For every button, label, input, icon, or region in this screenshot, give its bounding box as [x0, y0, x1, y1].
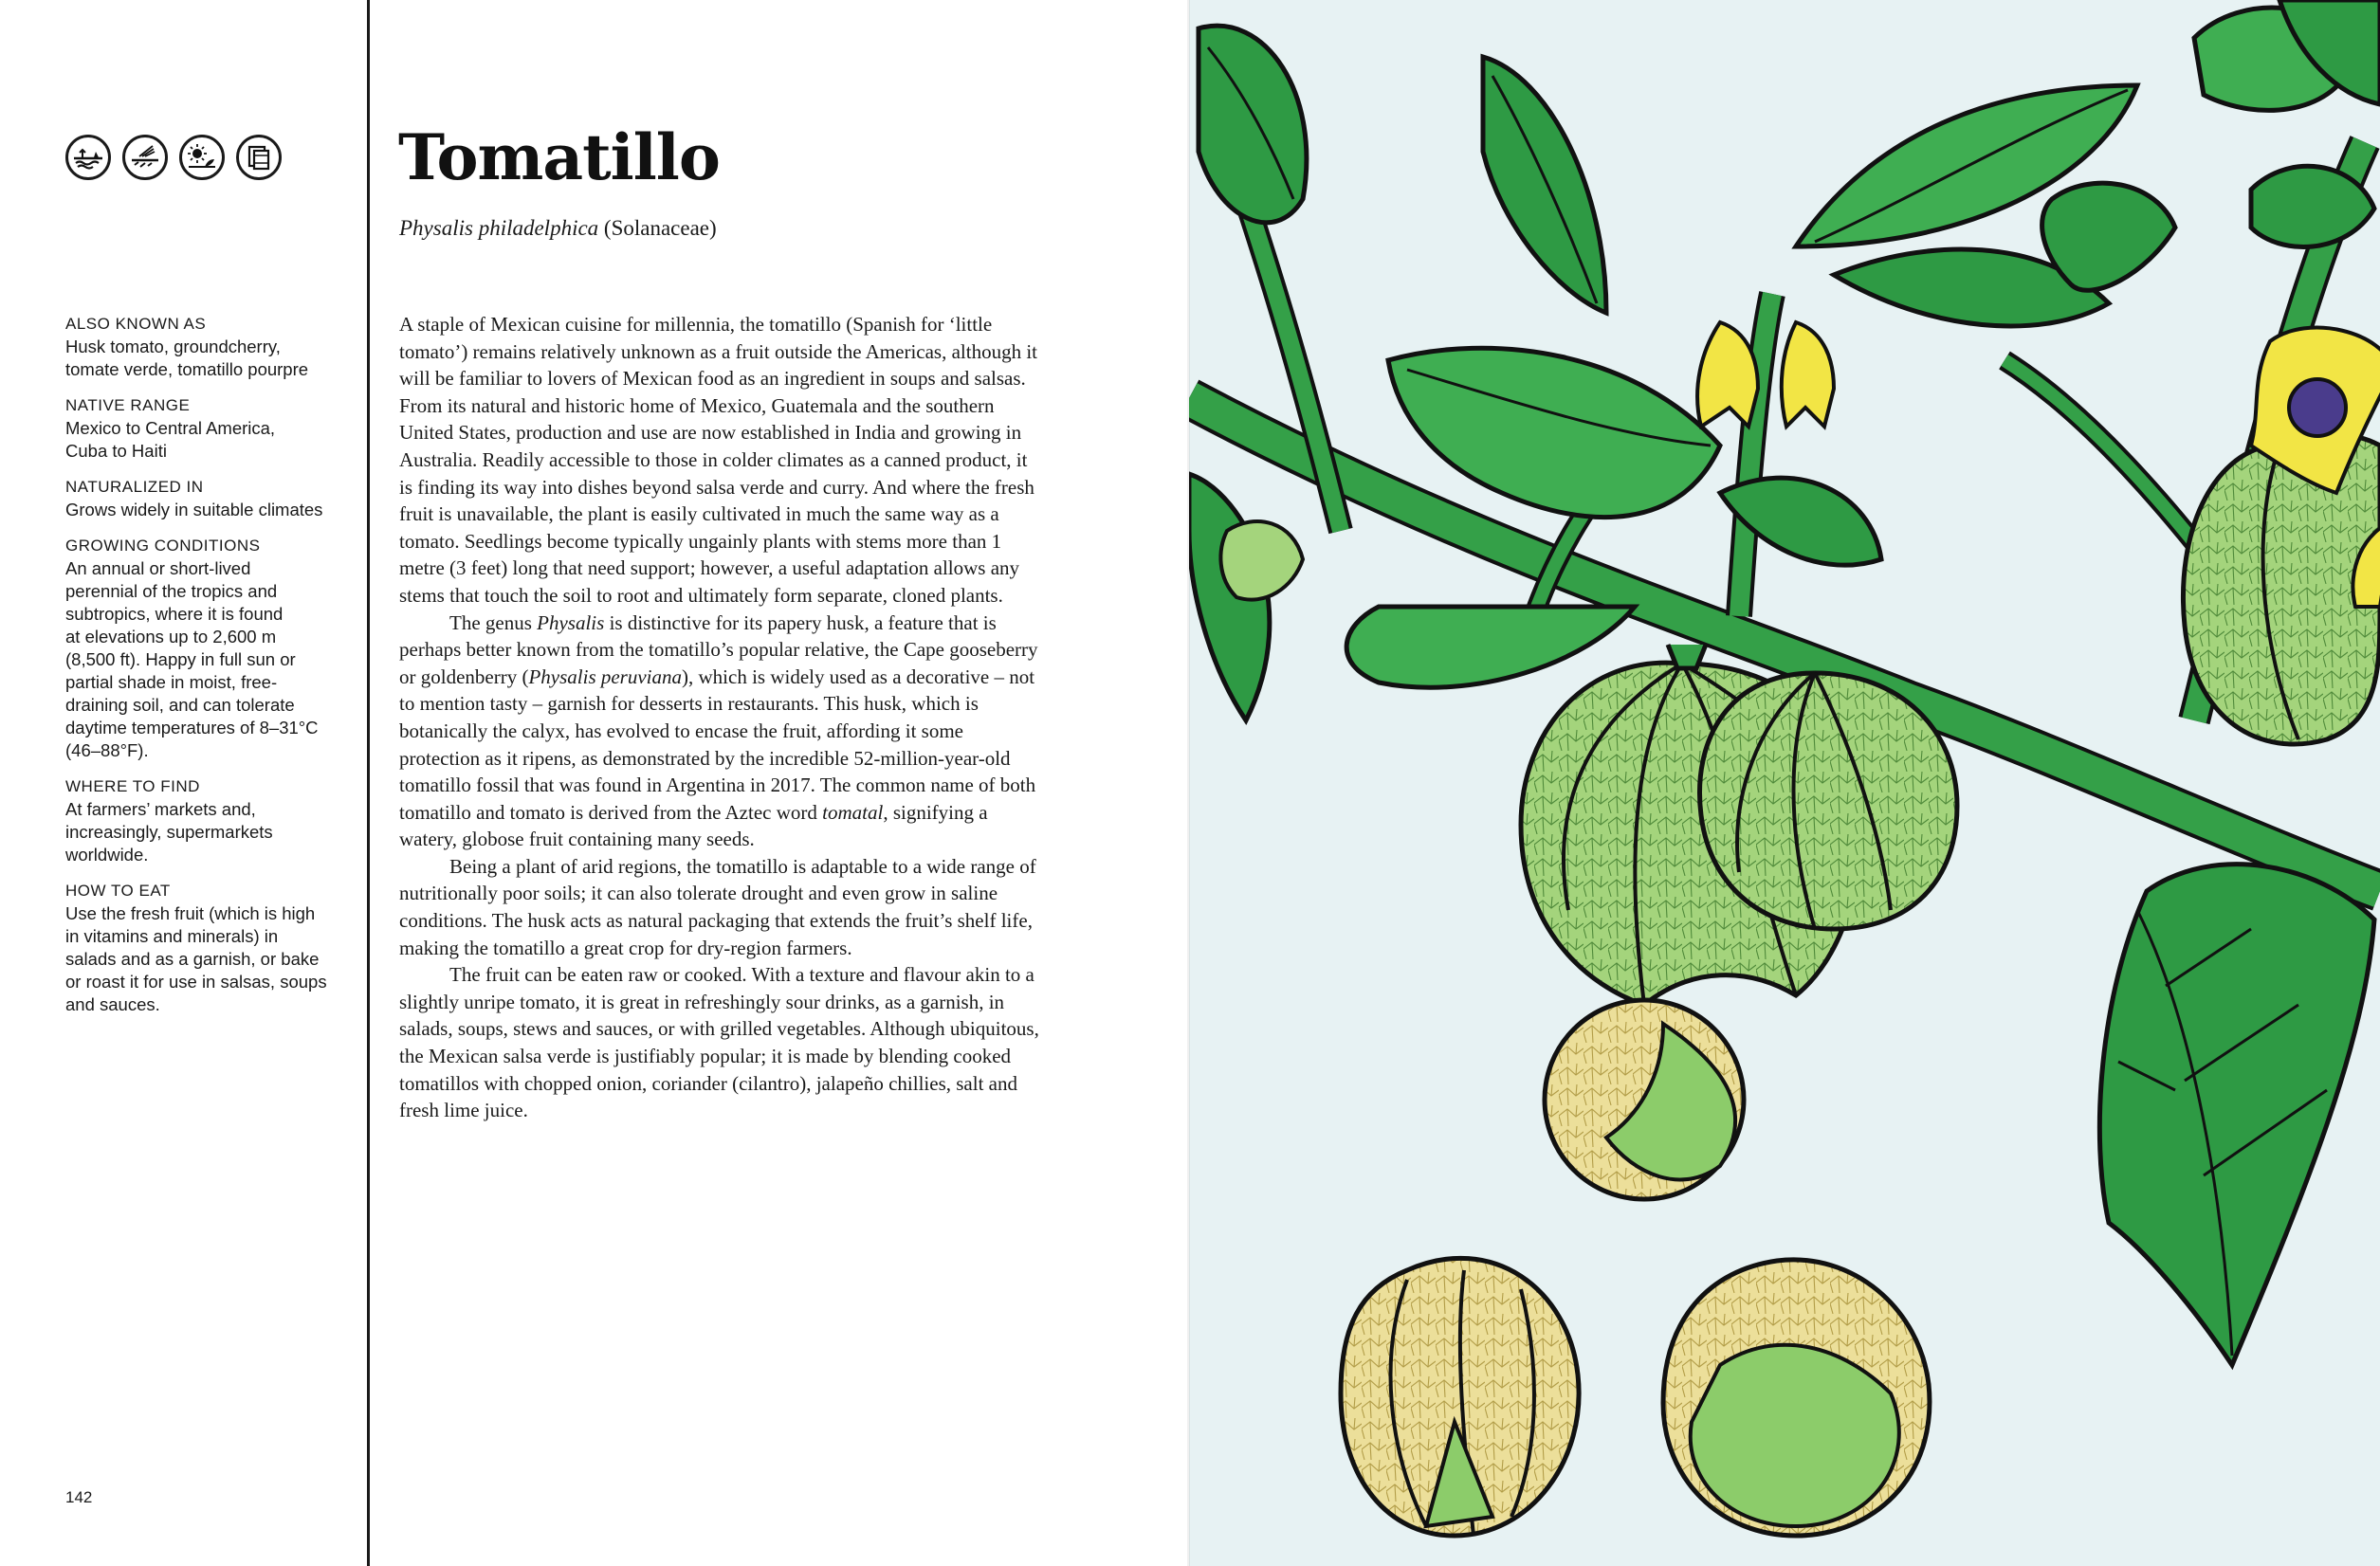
stacked-cans-icon: [236, 135, 282, 180]
illustration-svg: [1189, 0, 2380, 1566]
text-run: is distinctive for its papery husk, a feature that is perhaps better known from the tomatillo’s popular relative, the Cape gooseberry or goldenberry (: [399, 610, 1038, 688]
page-number: 142: [65, 1488, 93, 1506]
flower-bud: [1220, 521, 1303, 600]
fact-where-to-find: [65, 775, 350, 866]
fact-growing-conditions: [65, 535, 350, 762]
italic-term: Physalis peruviana: [528, 665, 683, 688]
text-page: [0, 0, 1189, 1566]
open-husk-top: [1545, 1000, 1744, 1199]
fact-text: Mexico to Central America, Cuba to Haiti: [65, 418, 276, 461]
text-run: ), which is widely used as a decorative – not to mention tasty – garnish for desserts in restaurants. This husk, which is botanically the calyx, has evolved to encase the fruit, affording it some protection as it ripens, as demonstrated by the incredible 52-million-year-old tomatillo fossil that was found in Argentina in 2017. The common name of both tomatillo and tomato is derived from the Aztec word: [399, 665, 1036, 824]
italic-term: Physalis: [537, 610, 605, 634]
fact-text: An annual or short-lived perennial of the tropics and subtropics, where it is found at elevations up to 2,600 m (8,500 ft). Happy in full sun or partial shade in moist, free- draining soil, and can tolerate daytime temperatures of 8–31°C (46–88°F).: [65, 558, 319, 760]
fact-heading: ALSO KNOWN AS: [65, 315, 207, 333]
fact-naturalized-in: [65, 476, 350, 521]
paragraph-1: A staple of Mexican cuisine for millennia, the tomatillo (Spanish for ‘little tomato’) remains relatively unknown as a fruit outside the Americas, although it will be familiar to lovers of Mexican food as an ingredient in soups and salsas. From its natural and historic home of Mexico, Guatemala and the southern United States, production and use are now established in India and growing in Australia. Readily accessible to those in colder climates as a canned product, it is finding its way into dishes beyond salsa verde and curry. And where the fresh fruit is unavailable, the plant is easily cultivated in much the same way as a tomato. Seedlings become typically ungainly plants with stems more than 1 metre (3 feet) long that need support; however, a useful adaptation allows any stems that touch the soil to root and ultimately form separate, cloned plants.: [399, 313, 1037, 607]
scientific-name: Physalis philadelphica: [399, 216, 599, 240]
leaf: [1483, 57, 1606, 313]
paragraph-2: [399, 610, 1044, 853]
fact-native-range: [65, 394, 350, 463]
sun-and-shade-icon: [179, 135, 225, 180]
paragraph-4: The fruit can be eaten raw or cooked. With a texture and flavour akin to a slightly unripe tomato, it is great in refreshingly sour drinks, as a garnish, in salads, soups, stews and sauces, or with grilled vegetables. Although ubiquitous, the Mexican salsa verde is justifiably popular; it is made by blending cooked tomatillos with chopped onion, coriander (cilantro), jalapeño chillies, salt and fresh lime juice.: [399, 963, 1039, 1122]
coastal-habitat-icon: [65, 135, 111, 180]
page-gutter: [1187, 0, 1190, 1566]
fact-heading: WHERE TO FIND: [65, 777, 200, 795]
sidebar-divider-rule: [367, 0, 370, 1566]
habitat-icon-row: [65, 135, 282, 188]
leaf: [1346, 607, 1635, 687]
fact-also-known-as: [65, 313, 350, 381]
flower: [1782, 322, 1834, 427]
fact-heading: NATIVE RANGE: [65, 396, 191, 414]
italic-term: tomatal: [822, 800, 884, 824]
paragraph-3: Being a plant of arid regions, the tomatillo is adaptable to a wide range of nutritionally poor soils; it can also tolerate drought and even grow in saline conditions. The husk acts as natural packaging that extends the fruit’s shelf life, making the tomatillo a great crop for dry-region farmers.: [399, 854, 1036, 959]
fact-sidebar: [65, 313, 350, 1029]
entry-title: Tomatillo: [398, 120, 720, 194]
open-husk-bottom-left: [1341, 1258, 1579, 1536]
article-body: [399, 311, 1044, 1124]
fact-heading: HOW TO EAT: [65, 882, 171, 900]
leaf: [2042, 183, 2175, 290]
fact-how-to-eat: [65, 880, 350, 1016]
fact-text: Grows widely in suitable climates: [65, 500, 323, 519]
text-run: , signifying a watery, globose fruit containing many seeds.: [399, 800, 988, 851]
scientific-name-line: [399, 214, 717, 243]
husk-fruit-right: [2183, 434, 2380, 744]
fact-heading: GROWING CONDITIONS: [65, 537, 261, 555]
text-run: The genus: [449, 610, 538, 634]
fact-text: Husk tomato, groundcherry, tomate verde, tomatillo pourpre: [65, 337, 309, 379]
fact-text: At farmers’ markets and, increasingly, supermarkets worldwide.: [65, 799, 273, 865]
plant-family: (Solanaceae): [603, 216, 717, 240]
open-husk-bottom-right: [1663, 1260, 1930, 1536]
fact-heading: NATURALIZED IN: [65, 478, 204, 496]
dry-soil-icon: [122, 135, 168, 180]
leaf: [1388, 348, 1720, 517]
husk-fruit-middle: [1700, 673, 1958, 929]
flower: [1697, 322, 1758, 427]
fact-text: Use the fresh fruit (which is high in vitamins and minerals) in salads and as a garnish, or bake or roast it for use in salsas, soups and sauces.: [65, 903, 327, 1014]
tomatillo-illustration: [1189, 0, 2380, 1566]
